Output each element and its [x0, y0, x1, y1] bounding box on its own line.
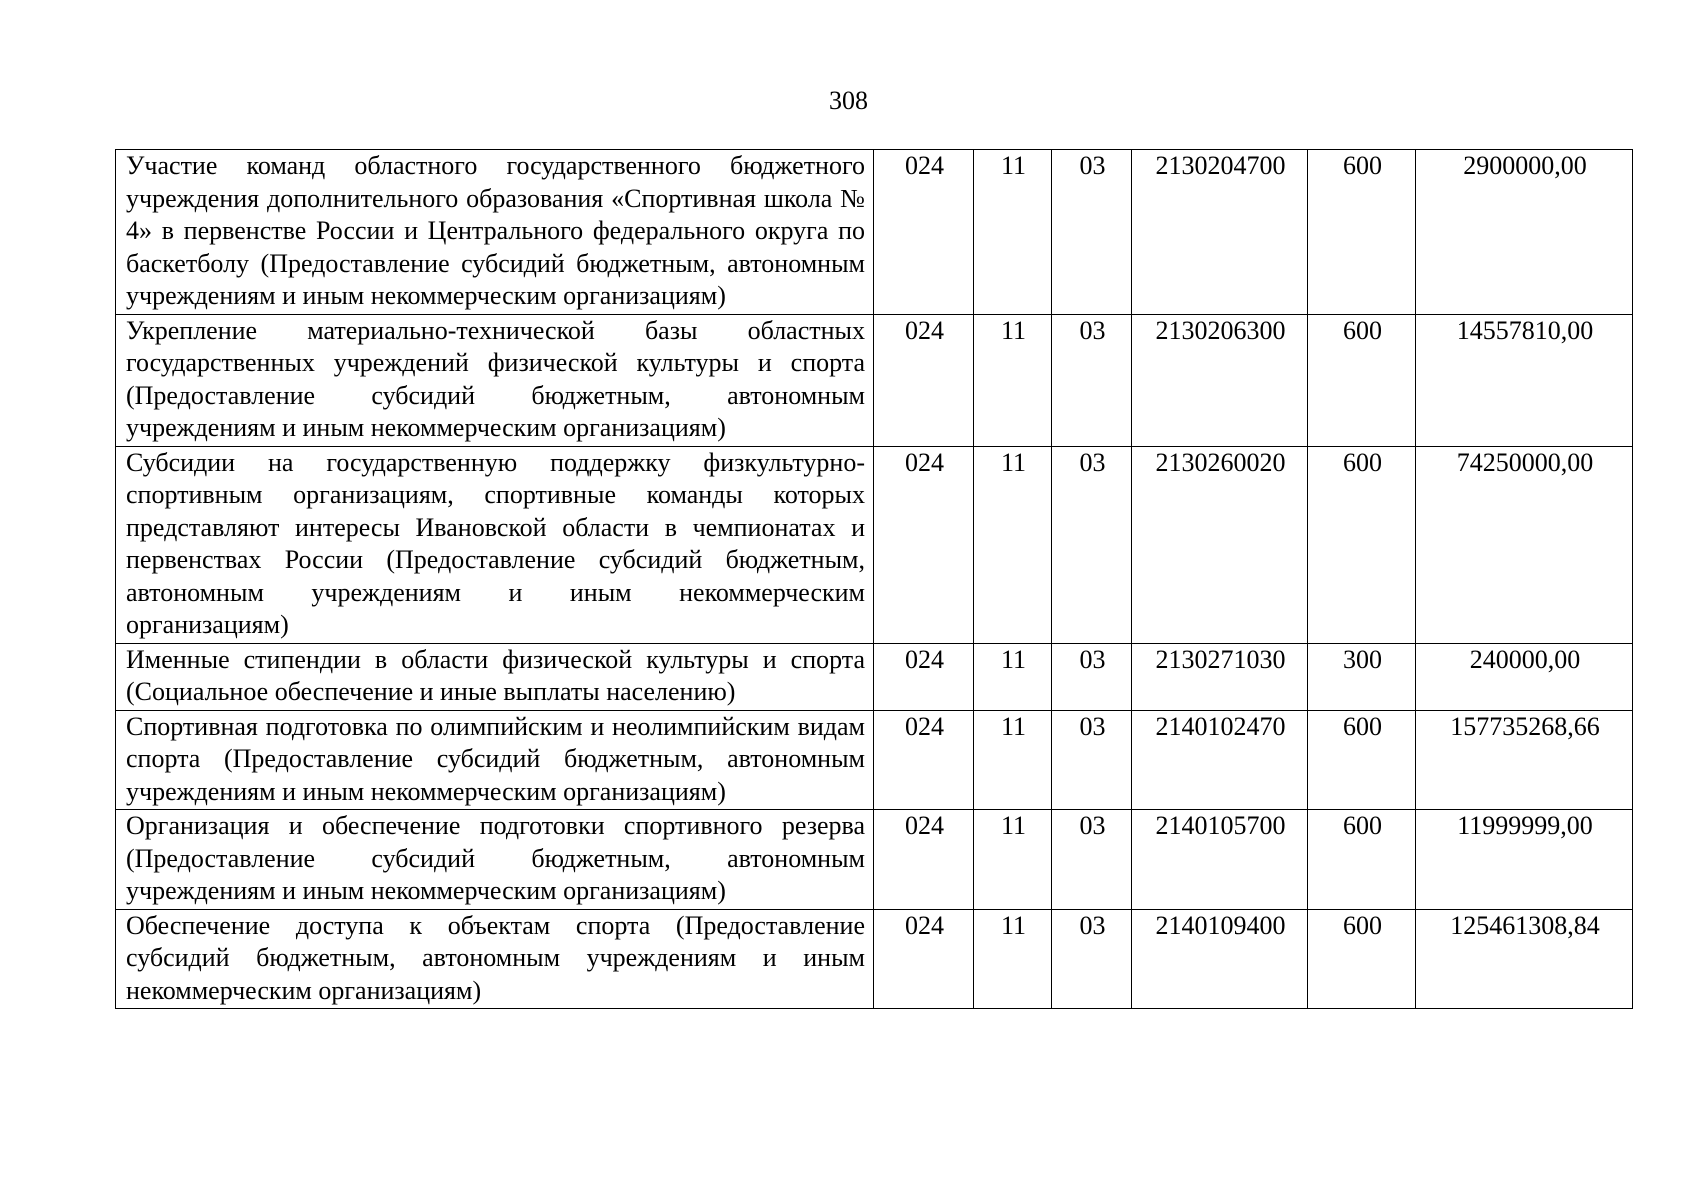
row-gov-code: 024: [874, 710, 974, 810]
row-sum: 240000,00: [1416, 643, 1633, 710]
row-subsection: 03: [1052, 710, 1132, 810]
row-subsection: 03: [1052, 446, 1132, 643]
page-number: 308: [829, 86, 868, 115]
row-gov-code: 024: [874, 150, 974, 315]
row-sum: 2900000,00: [1416, 150, 1633, 315]
table-row: [116, 150, 1633, 315]
table-row: [116, 643, 1633, 710]
row-expense-type: 600: [1308, 710, 1416, 810]
row-description: Субсидии на государственную поддержку физкультурно-спортивным организациям, спортивные команды которых представляют интересы Ивановской области в чемпионатах и первенствах России (Предоставление субсидий бюджетным, автономным учреждениям и иным некоммерческим организациям): [116, 446, 874, 643]
row-gov-code: 024: [874, 314, 974, 446]
table-row: [116, 314, 1633, 446]
row-target-article: 2130260020: [1132, 446, 1308, 643]
row-section: 11: [974, 150, 1052, 315]
row-subsection: 03: [1052, 810, 1132, 910]
row-section: 11: [974, 810, 1052, 910]
row-target-article: 2140109400: [1132, 909, 1308, 1009]
row-expense-type: 600: [1308, 810, 1416, 910]
row-expense-type: 600: [1308, 150, 1416, 315]
row-subsection: 03: [1052, 643, 1132, 710]
row-target-article: 2140105700: [1132, 810, 1308, 910]
row-description: Укрепление материально-технической базы областных государственных учреждений физической культуры и спорта (Предоставление субсидий бюджетным, автономным учреждениям и иным некоммерческим организациям): [116, 314, 874, 446]
row-expense-type: 600: [1308, 314, 1416, 446]
row-subsection: 03: [1052, 150, 1132, 315]
row-gov-code: 024: [874, 810, 974, 910]
row-expense-type: 600: [1308, 909, 1416, 1009]
row-subsection: 03: [1052, 909, 1132, 1009]
row-sum: 14557810,00: [1416, 314, 1633, 446]
row-sum: 157735268,66: [1416, 710, 1633, 810]
row-section: 11: [974, 643, 1052, 710]
budget-table: [115, 149, 1633, 1009]
row-target-article: 2130204700: [1132, 150, 1308, 315]
row-section: 11: [974, 446, 1052, 643]
row-sum: 74250000,00: [1416, 446, 1633, 643]
table-row: [116, 909, 1633, 1009]
row-expense-type: 600: [1308, 446, 1416, 643]
row-description: Участие команд областного государственного бюджетного учреждения дополнительного образования «Спортивная школа № 4» в первенстве России и Центрального федерального округа по баскетболу (Предоставление субсидий бюджетным, автономным учреждениям и иным некоммерческим организациям): [116, 150, 874, 315]
row-section: 11: [974, 710, 1052, 810]
row-gov-code: 024: [874, 909, 974, 1009]
table-row: [116, 810, 1633, 910]
row-target-article: 2130271030: [1132, 643, 1308, 710]
row-sum: 125461308,84: [1416, 909, 1633, 1009]
row-target-article: 2140102470: [1132, 710, 1308, 810]
row-description: Обеспечение доступа к объектам спорта (Предоставление субсидий бюджетным, автономным учреждениям и иным некоммерческим организациям): [116, 909, 874, 1009]
row-gov-code: 024: [874, 446, 974, 643]
row-description: Организация и обеспечение подготовки спортивного резерва (Предоставление субсидий бюджетным, автономным учреждениям и иным некоммерческим организациям): [116, 810, 874, 910]
row-description: Именные стипендии в области физической культуры и спорта (Социальное обеспечение и иные выплаты населению): [116, 643, 874, 710]
row-section: 11: [974, 314, 1052, 446]
row-description: Спортивная подготовка по олимпийским и неолимпийским видам спорта (Предоставление субсидий бюджетным, автономным учреждениям и иным некоммерческим организациям): [116, 710, 874, 810]
row-sum: 11999999,00: [1416, 810, 1633, 910]
row-target-article: 2130206300: [1132, 314, 1308, 446]
table-row: [116, 446, 1633, 643]
row-expense-type: 300: [1308, 643, 1416, 710]
table-row: [116, 710, 1633, 810]
row-subsection: 03: [1052, 314, 1132, 446]
row-gov-code: 024: [874, 643, 974, 710]
row-section: 11: [974, 909, 1052, 1009]
